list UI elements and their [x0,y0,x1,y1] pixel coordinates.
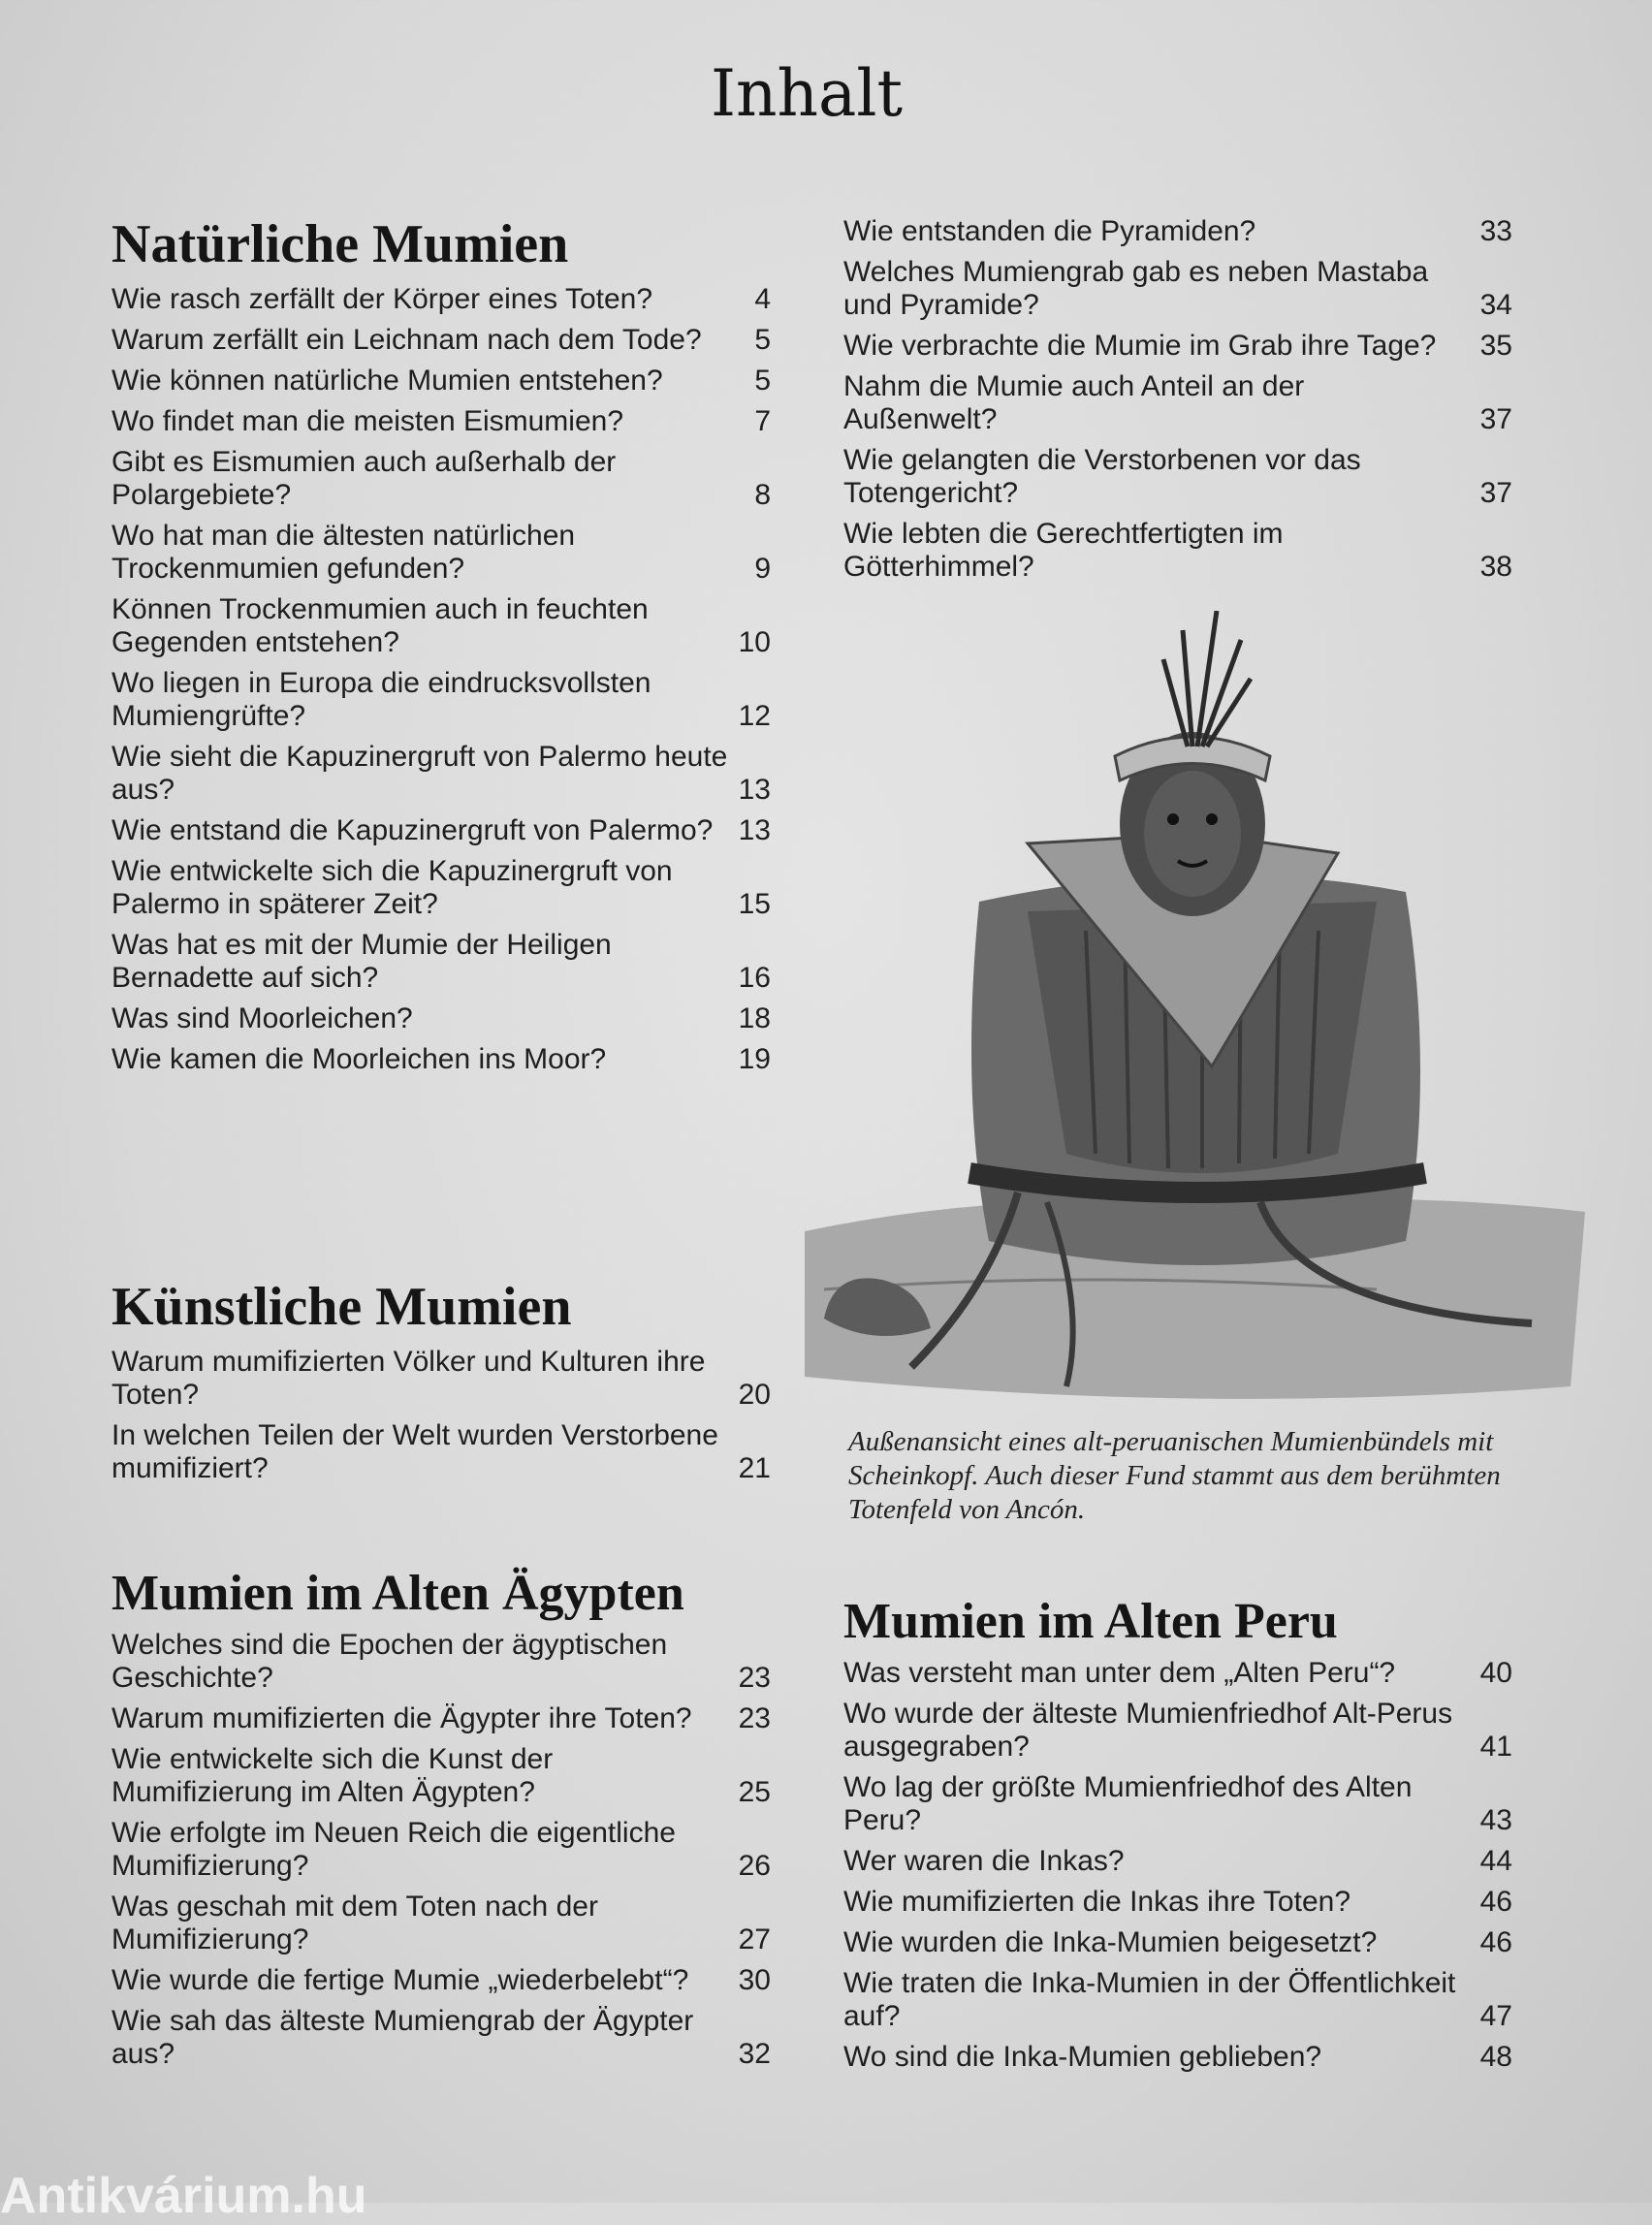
toc-page-number: 18 [738,1001,771,1034]
watermark: Antikvárium.hu [0,2168,367,2224]
toc-page-number: 37 [1479,403,1512,435]
section-heading: Mumien im Alten Ägypten [111,1566,684,1621]
toc-question: Warum mumifizierten die Ägypter ihre Toten? [111,1702,692,1735]
toc-question: Warum zerfällt ein Leichnam nach dem Tode? [111,323,702,356]
toc-entry [111,741,771,807]
section-heading: Künstliche Mumien [111,1277,572,1337]
toc-question: Wie wurden die Inka-Mumien beigesetzt? [843,1926,1378,1959]
toc-entry [111,929,771,995]
toc-page-number: 23 [738,1702,771,1735]
toc-page-number: 13 [738,813,771,846]
toc-entry [111,1743,771,1809]
toc-entry [843,1698,1512,1764]
toc-question: Wie mumifizierten die Inkas ihre Toten? [843,1886,1351,1919]
toc-page-number: 5 [754,323,771,356]
toc-entry [111,667,771,733]
toc-page-number: 47 [1479,2000,1512,2033]
toc-entry [111,593,771,659]
toc-page-number: 26 [738,1850,771,1883]
toc-entry [843,1967,1512,2033]
toc-page-number: 13 [738,773,771,806]
section-aegypten [111,1566,771,2079]
toc-entry [843,370,1512,436]
toc-question: Warum mumifizierten Völker und Kulturen ihre Toten? [111,1345,706,1411]
toc-page-number: 5 [754,364,771,397]
toc-question: Wo wurde der älteste Mumienfriedhof Alt-Perus ausgegraben? [843,1698,1453,1764]
toc-question: Welches Mumiengrab gab es neben Mastaba und Pyramide? [843,256,1429,321]
toc-entry [111,1043,771,1076]
toc-question: Wo sind die Inka-Mumien geblieben? [843,2041,1322,2074]
toc-question: Wo hat man die ältesten natürlichen Trockenmumien gefunden? [111,519,576,585]
toc-question: Wo lag der größte Mumienfriedhof des Alten Peru? [843,1771,1413,1837]
toc-entry [111,365,771,397]
toc-page-number: 7 [754,404,771,437]
toc-entry [843,444,1512,510]
toc-page-number: 25 [738,1776,771,1809]
toc-page-number: 20 [738,1378,771,1411]
toc-question: Wie wurde die fertige Mumie „wiederbelebt“? [111,1964,689,1997]
section-heading: Mumien im Alten Peru [843,1594,1338,1649]
toc-question: Wie lebten die Gerechtfertigten im Götterhimmel? [843,518,1284,583]
toc-question: Wie erfolgte im Neuen Reich die eigentliche Mumifizierung? [111,1817,676,1883]
toc-entry [111,405,771,438]
toc-page-number: 9 [754,552,771,585]
toc-question: Wo liegen in Europa die eindrucksvollsten Mumiengrüfte? [111,666,651,732]
toc-question: Was versteht man unter dem „Alten Peru“? [843,1657,1396,1690]
toc-entry [111,1419,771,1485]
toc-page-number: 4 [754,282,771,315]
page-title: Inhalt [710,56,904,131]
section-aegypten-continued [843,215,1512,591]
toc-entry [111,1346,771,1412]
toc-page-number: 27 [738,1923,771,1956]
section-heading: Natürliche Mumien [111,214,569,274]
toc-page-number: 34 [1479,289,1512,321]
toc-entry [843,1926,1512,1959]
toc-page-number: 46 [1479,1886,1512,1919]
toc-page-number: 38 [1479,551,1512,583]
toc-entry [111,1629,771,1695]
toc-page-number: 43 [1479,1804,1512,1837]
toc-entry [843,518,1512,584]
toc-question: Wie sah das älteste Mumiengrab der Ägypter aus? [111,2005,694,2071]
toc-page-number: 44 [1479,1845,1512,1878]
toc-entry [843,1771,1512,1837]
toc-page-number: 48 [1479,2041,1512,2074]
toc-entry [843,1657,1512,1690]
mummy-bundle-illustration [795,611,1590,1406]
toc-page-number: 12 [738,699,771,732]
toc-page-number: 33 [1479,215,1512,247]
toc-entry [111,1702,771,1735]
toc-entry [843,1845,1512,1878]
toc-page-number: 32 [738,2038,771,2071]
toc-page-number: 8 [754,478,771,511]
toc-entry [111,520,771,586]
toc-question: Wo findet man die meisten Eismumien? [111,404,624,437]
toc-question: Wer waren die Inkas? [843,1845,1125,1878]
toc-question: Wie entwickelte sich die Kunst der Mumifizierung im Alten Ägypten? [111,1743,554,1809]
toc-question: Wie gelangten die Verstorbenen vor das Totengericht? [843,444,1361,509]
toc-page-number: 30 [738,1964,771,1997]
toc-question: Welches sind die Epochen der ägyptischen Geschichte? [111,1629,668,1695]
toc-entry [111,283,771,316]
toc-entry [111,446,771,512]
toc-page-number: 10 [738,625,771,658]
toc-page-number: 35 [1479,330,1512,362]
toc-question: Wie entstanden die Pyramiden? [843,215,1256,247]
toc-question: Wie verbrachte die Mumie im Grab ihre Tage? [843,330,1437,362]
toc-page-number: 40 [1479,1657,1512,1690]
toc-page-number: 21 [738,1451,771,1484]
toc-question: Wie entwickelte sich die Kapuzinergruft von Palermo in späterer Zeit? [111,854,673,920]
toc-entry [111,855,771,921]
section-kuenstliche [111,1278,771,1493]
toc-question: In welchen Teilen der Welt wurden Verstorbene mumifiziert? [111,1418,718,1484]
toc-entry [843,330,1512,363]
toc-page-number: 19 [738,1042,771,1075]
toc-page-number: 41 [1479,1731,1512,1764]
toc-page-number: 37 [1479,477,1512,509]
toc-entry [843,1886,1512,1919]
toc-page-number: 16 [738,961,771,994]
section-peru [843,1594,1512,2082]
toc-question: Was hat es mit der Mumie der Heiligen Bernadette auf sich? [111,928,612,994]
toc-question: Was geschah mit dem Toten nach der Mumifizierung? [111,1891,598,1956]
toc-question: Gibt es Eismumien auch außerhalb der Polargebiete? [111,445,617,511]
toc-question: Wie entstand die Kapuzinergruft von Palermo? [111,813,714,846]
toc-question: Was sind Moorleichen? [111,1001,413,1034]
toc-question: Wie traten die Inka-Mumien in der Öffentlichkeit auf? [843,1967,1456,2033]
toc-page-number: 15 [738,887,771,920]
section-natuerliche [111,215,771,1084]
toc-entry [111,1817,771,1883]
toc-entry [111,1891,771,1956]
toc-question: Wie können natürliche Mumien entstehen? [111,364,663,397]
toc-entry [111,1964,771,1997]
toc-entry [111,324,771,357]
toc-entry [111,1002,771,1035]
toc-question: Wie rasch zerfällt der Körper eines Toten? [111,282,653,315]
toc-entry [843,256,1512,322]
toc-entry [111,2005,771,2071]
toc-question: Können Trockenmumien auch in feuchten Gegenden entstehen? [111,592,649,658]
toc-entry [111,814,771,847]
toc-question: Wie kamen die Moorleichen ins Moor? [111,1042,607,1075]
toc-page-number: 46 [1479,1926,1512,1959]
toc-question: Nahm die Mumie auch Anteil an der Außenwelt? [843,370,1305,435]
toc-page-number: 23 [738,1662,771,1695]
toc-question: Wie sieht die Kapuzinergruft von Palermo heute aus? [111,740,728,806]
toc-entry [843,2041,1512,2074]
toc-entry [843,215,1512,248]
illustration-caption: Außenansicht eines alt-peruanischen Mumienbündels mit Scheinkopf. Auch dieser Fund stammt aus dem berühmten Totenfeld von Ancón. [848,1426,1501,1525]
